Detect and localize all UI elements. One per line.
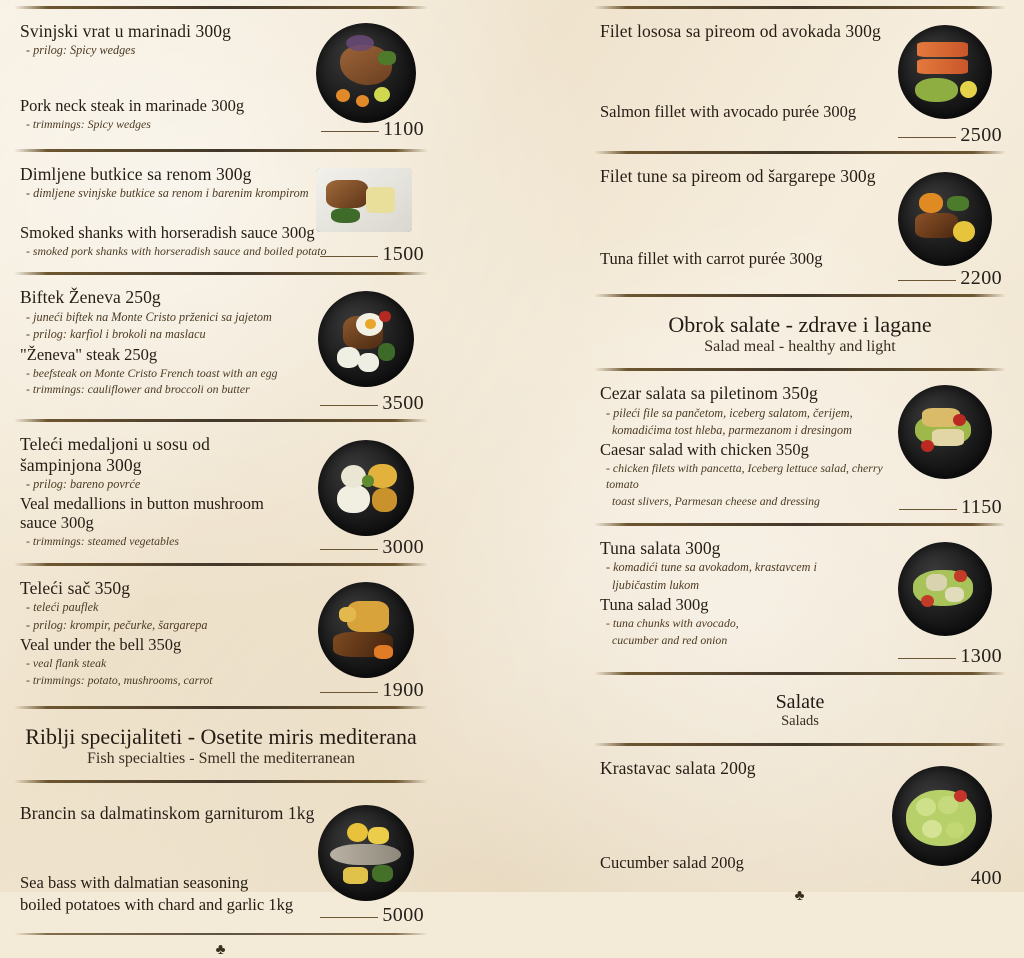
divider xyxy=(594,6,1006,9)
item-price: 1500 xyxy=(382,243,424,266)
fish-section-header xyxy=(14,715,428,774)
menu-item-text xyxy=(594,21,894,122)
menu-item[interactable] xyxy=(594,377,1006,517)
price-block xyxy=(971,867,1002,890)
item-name-sr: Tuna salata 300g xyxy=(600,538,721,559)
section-title-en: Salads xyxy=(781,713,819,730)
item-name-en: "Ženeva" steak 250g xyxy=(20,344,158,364)
smoked-shanks-photo xyxy=(316,168,412,232)
item-name-sr: Teleći sač 350g xyxy=(20,578,131,599)
divider xyxy=(14,563,428,566)
item-desc-en-2: cucumber and red onion xyxy=(612,633,728,648)
item-price: 2200 xyxy=(960,267,1002,289)
item-desc-sr: - prilog: Spicy wedges xyxy=(26,43,136,58)
plate xyxy=(898,385,992,479)
plate xyxy=(316,168,412,232)
section-title-sr: Obrok salate - zdrave i lagane xyxy=(668,312,932,337)
plate xyxy=(318,805,414,901)
item-desc-sr-2: ljubičastim lukom xyxy=(612,577,699,592)
item-price: 3500 xyxy=(382,392,424,415)
price-leader xyxy=(898,137,956,138)
plate xyxy=(318,440,414,536)
price-block xyxy=(321,118,424,141)
item-desc-sr: - pileći file sa pančetom, iceberg salatom, čerijem, xyxy=(606,405,853,420)
price-leader xyxy=(320,405,378,406)
divider xyxy=(14,706,428,709)
menu-item[interactable] xyxy=(594,752,1006,904)
item-desc-en-2: toast slivers, Parmesan cheese and dressing xyxy=(612,494,820,509)
menu-item-text xyxy=(14,434,284,550)
menu-item-text xyxy=(14,578,314,689)
plate xyxy=(898,542,992,636)
item-name-sr: Teleći medaljoni u sosu od šampinjona 300g xyxy=(20,434,210,475)
item-name-sr: Filet tune sa pireom od šargarepe 300g xyxy=(600,166,876,186)
item-desc-sr: - komadići tune sa avokadom, krastavcem i xyxy=(606,560,817,575)
menu-item[interactable] xyxy=(14,572,428,700)
menu-item[interactable] xyxy=(594,532,1006,666)
item-name-sr: Svinjski vrat u marinadi 300g xyxy=(20,21,231,41)
item-name-en: Veal medallions in button mushroom sauce 300g xyxy=(20,494,264,533)
salmon-fillet-photo xyxy=(898,25,992,119)
price-block xyxy=(320,904,424,927)
item-desc-sr: - juneći biftek na Monte Cristo prženici sa jajetom xyxy=(26,309,272,324)
salads-section-header xyxy=(594,681,1006,736)
chef-hat-ornament: ♣ xyxy=(215,942,227,958)
divider xyxy=(594,523,1006,526)
item-name-en: Tuna salad 300g xyxy=(600,595,709,615)
item-desc-sr: - teleći pauflek xyxy=(26,600,99,615)
price-block xyxy=(320,536,424,559)
item-name-sr: Dimljene butkice sa renom 300g xyxy=(20,164,252,184)
menu-item[interactable] xyxy=(14,158,428,266)
menu-item-text xyxy=(14,164,354,259)
item-desc-sr-2: komadićima tost hleba, parmezanom i dresingom xyxy=(612,422,852,437)
plate xyxy=(316,23,416,123)
menu-item[interactable] xyxy=(14,428,428,557)
price-block xyxy=(320,392,424,415)
item-name-en: Caesar salad with chicken 350g xyxy=(600,440,809,460)
caesar-salad-photo xyxy=(898,385,992,479)
zeneva-steak-photo xyxy=(318,291,414,387)
page-gutter xyxy=(444,0,584,892)
item-desc-en: - veal flank steak xyxy=(26,656,107,671)
veal-medallions-photo xyxy=(318,440,414,536)
item-desc-en: - smoked pork shanks with horseradish sauce and boiled potato xyxy=(26,243,327,258)
price-leader xyxy=(321,131,379,132)
menu-item-text xyxy=(594,758,874,873)
item-price: 1150 xyxy=(961,496,1002,519)
divider xyxy=(14,6,428,9)
divider xyxy=(594,294,1006,297)
plate xyxy=(318,291,414,387)
menu-item[interactable] xyxy=(594,160,1006,288)
divider xyxy=(14,272,428,275)
item-name-en: Smoked shanks with horseradish sauce 300g xyxy=(20,222,315,242)
item-name-en: Sea bass with dalmatian seasoning xyxy=(20,872,249,892)
item-desc-en: - chicken filets with pancetta, Iceberg lettuce salad, cherry tomato xyxy=(606,461,883,492)
item-name-sr: Biftek Ženeva 250g xyxy=(20,287,161,308)
chef-hat-ornament: ♣ xyxy=(794,887,806,904)
item-name-sr: Krastavac salata 200g xyxy=(600,757,756,778)
item-price: 3000 xyxy=(382,536,424,559)
divider xyxy=(594,151,1006,154)
salad-meal-section-header xyxy=(594,303,1006,362)
left-column xyxy=(0,0,444,958)
item-desc-sr: - prilog: bareno povrće xyxy=(26,476,141,491)
item-price: 1900 xyxy=(382,679,424,702)
item-price: 1300 xyxy=(960,645,1002,668)
item-name-en: Cucumber salad 200g xyxy=(600,852,744,872)
price-leader xyxy=(898,280,956,281)
menu-item[interactable] xyxy=(14,15,428,143)
price-block xyxy=(898,267,1002,290)
menu-item[interactable] xyxy=(594,15,1006,145)
divider xyxy=(14,419,428,422)
menu-item-text xyxy=(14,287,314,398)
price-leader xyxy=(320,549,378,550)
menu-item[interactable] xyxy=(14,797,428,927)
section-title-sr: Salate xyxy=(775,691,825,714)
menu-item-text xyxy=(594,166,894,269)
tuna-salad-photo xyxy=(898,542,992,636)
divider xyxy=(14,933,428,935)
price-block xyxy=(320,243,424,266)
price-block xyxy=(898,124,1002,147)
divider xyxy=(594,368,1006,371)
price-block xyxy=(899,496,1002,519)
item-price: 1100 xyxy=(383,118,424,140)
item-price: 400 xyxy=(970,866,1002,889)
section-title-sr: Riblji specijaliteti - Osetite miris mediterana xyxy=(25,724,417,750)
veal-under-bell-photo xyxy=(318,582,414,678)
item-desc-en: - beefsteak on Monte Cristo French toast with an egg xyxy=(26,365,278,380)
plate xyxy=(892,766,992,866)
cucumber-salad-photo xyxy=(892,766,992,866)
item-desc-sr: - dimljene svinjske butkice sa renom i barenim krompirom xyxy=(26,186,309,201)
item-desc-en: - trimmings: Spicy wedges xyxy=(26,116,151,131)
plate xyxy=(898,172,992,266)
divider xyxy=(14,780,428,783)
menu-item-text xyxy=(594,538,864,649)
plate xyxy=(318,582,414,678)
price-leader xyxy=(899,509,957,510)
item-desc-en-2: - trimmings: cauliflower and broccoli on butter xyxy=(26,382,250,397)
divider xyxy=(594,672,1006,675)
item-name-sr: Filet lososa sa pireom od avokada 300g xyxy=(600,21,881,41)
item-name-en: Veal under the bell 350g xyxy=(20,635,182,655)
right-column xyxy=(584,0,1024,904)
price-leader xyxy=(320,917,378,918)
menu-item-text xyxy=(14,21,314,132)
section-title-en: Salad meal - healthy and light xyxy=(704,338,896,356)
pork-neck-steak-photo xyxy=(316,23,416,123)
price-block xyxy=(320,679,424,702)
divider xyxy=(594,743,1006,746)
item-desc-en: - trimmings: steamed vegetables xyxy=(26,534,179,549)
item-desc-sr-2: - prilog: karfiol i brokoli na maslacu xyxy=(26,327,206,342)
item-name-sr: Cezar salata sa piletinom 350g xyxy=(600,383,818,404)
divider xyxy=(14,149,428,152)
section-title-en: Fish specialties - Smell the mediterranean xyxy=(87,750,355,768)
item-desc-sr-2: - prilog: krompir, pečurke, šargarepa xyxy=(26,617,208,632)
price-block xyxy=(898,645,1002,668)
item-price: 5000 xyxy=(382,904,424,927)
item-price: 2500 xyxy=(960,124,1002,146)
sea-bass-photo xyxy=(318,805,414,901)
tuna-fillet-photo xyxy=(898,172,992,266)
item-name-en: Pork neck steak in marinade 300g xyxy=(20,95,245,115)
item-name-en-2: boiled potatoes with chard and garlic 1kg xyxy=(20,894,294,914)
price-leader xyxy=(320,256,378,257)
item-desc-en: - tuna chunks with avocado, xyxy=(606,616,739,631)
menu-item[interactable] xyxy=(14,281,428,413)
price-leader xyxy=(898,658,956,659)
menu-item-text xyxy=(594,383,884,510)
price-leader xyxy=(320,692,378,693)
plate xyxy=(898,25,992,119)
item-name-en: Salmon fillet with avocado purée 300g xyxy=(600,102,857,122)
item-name-sr: Brancin sa dalmatinskom garniturom 1kg xyxy=(20,803,315,824)
item-name-en: Tuna fillet with carrot purée 300g xyxy=(600,249,823,269)
item-desc-en-2: - trimmings: potato, mushrooms, carrot xyxy=(26,673,213,688)
menu-item-text xyxy=(14,803,334,914)
